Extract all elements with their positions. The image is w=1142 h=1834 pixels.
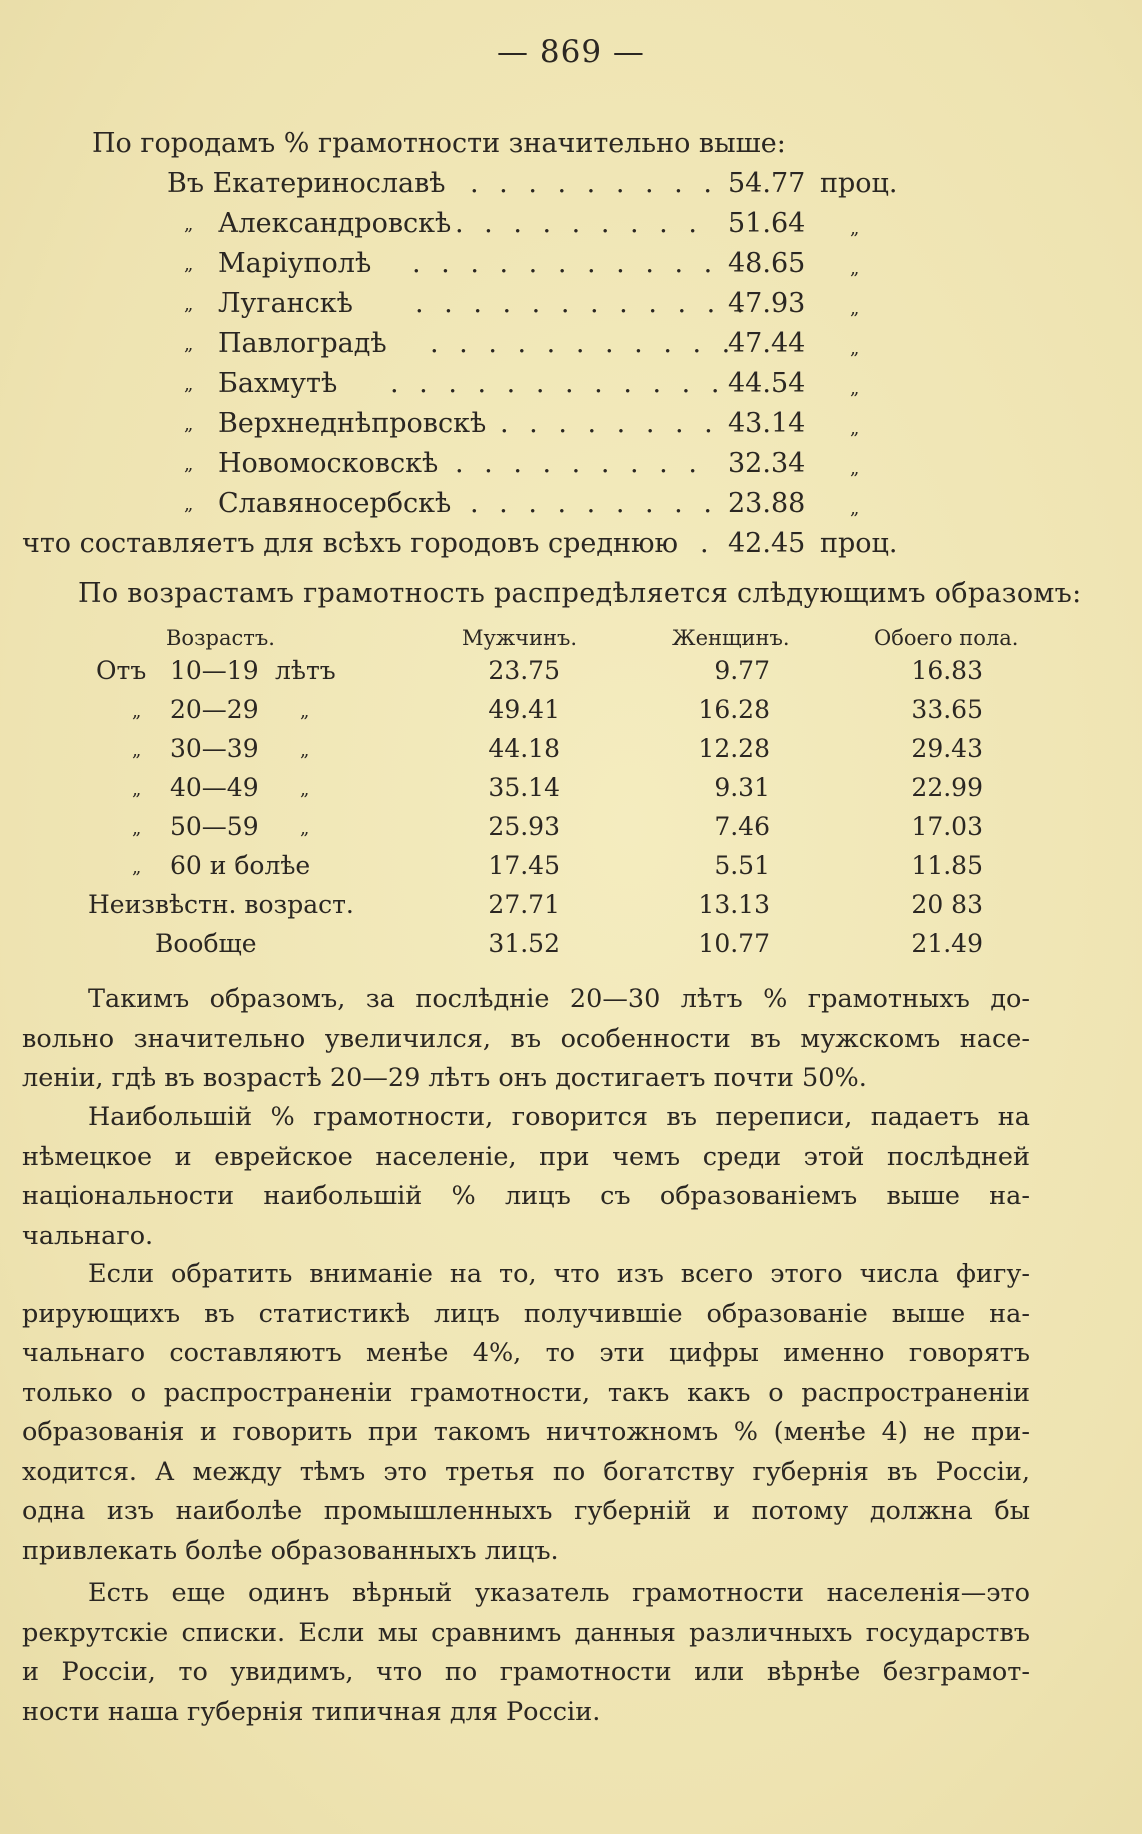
text-line: ности наша губернія типичная для Россіи. xyxy=(22,1696,601,1727)
men-value: 31.52 xyxy=(488,929,560,958)
city-unit: „ xyxy=(850,378,860,399)
city-name: Павлоградѣ xyxy=(218,328,387,359)
dot-leader: . . . . . . . . . . . . xyxy=(390,368,726,399)
ditto-mark: „ xyxy=(300,818,310,839)
dot-leader: . xyxy=(700,528,715,559)
city-name: Славяносербскѣ xyxy=(218,488,452,519)
ditto-mark: „ xyxy=(132,701,142,722)
ditto-mark: „ xyxy=(300,740,310,761)
women-value: 12.28 xyxy=(698,734,770,763)
ditto-mark: „ xyxy=(184,254,194,275)
city-name: Маріуполѣ xyxy=(218,248,372,279)
table-row xyxy=(0,773,1142,813)
city-value: 23.88 xyxy=(728,488,806,519)
city-row xyxy=(0,248,1142,288)
city-name: Верхнеднѣпровскѣ xyxy=(218,408,487,439)
city-row xyxy=(0,208,1142,248)
both-value: 33.65 xyxy=(911,695,983,724)
dot-leader: . . . . . . . . . xyxy=(455,208,703,239)
text-line: чальнаго. xyxy=(22,1220,154,1251)
city-name: Бахмутѣ xyxy=(218,368,338,399)
dot-leader: . . . . . . . . . . . . xyxy=(415,288,751,319)
age-section-heading: По возрастамъ грамотность распредѣляется слѣдующимъ образомъ: xyxy=(78,578,1082,609)
table-row xyxy=(0,695,1142,735)
age-range: 30—39 xyxy=(170,734,259,763)
row-suffix: лѣтъ xyxy=(275,656,336,685)
city-name: что составляетъ для всѣхъ городовъ среднюю xyxy=(22,528,679,559)
men-value: 44.18 xyxy=(488,734,560,763)
city-unit: „ xyxy=(850,298,860,319)
ditto-mark: „ xyxy=(184,494,194,515)
city-unit: „ xyxy=(850,218,860,239)
header-age: Возрастъ. xyxy=(166,626,275,650)
women-value: 9.31 xyxy=(714,773,770,802)
city-row xyxy=(0,488,1142,528)
city-value: 47.44 xyxy=(728,328,806,359)
city-unit: „ xyxy=(850,418,860,439)
city-row xyxy=(0,448,1142,488)
both-value: 21.49 xyxy=(911,929,983,958)
women-value: 9.77 xyxy=(714,656,770,685)
age-range: Неизвѣстн. возраст. xyxy=(88,890,354,919)
men-value: 27.71 xyxy=(488,890,560,919)
header-women: Женщинъ. xyxy=(672,626,790,650)
city-row xyxy=(0,168,1142,208)
table-row xyxy=(0,734,1142,774)
city-value: 44.54 xyxy=(728,368,806,399)
text-line: Такимъ образомъ, за послѣдніе 20—30 лѣтъ % грамотныхъ до- xyxy=(88,984,1030,1014)
city-unit: „ xyxy=(850,338,860,359)
city-name: Новомосковскѣ xyxy=(218,448,439,479)
city-row xyxy=(0,368,1142,408)
ditto-mark: „ xyxy=(184,294,194,315)
dot-leader: . . . . . . . . . . . xyxy=(412,248,719,279)
text-line: леніи, гдѣ въ возрастѣ 20—29 лѣтъ онъ достигаетъ почти 50%. xyxy=(22,1063,867,1093)
cities-intro-line: По городамъ % грамотности значительно выше: xyxy=(92,128,786,159)
women-value: 5.51 xyxy=(714,851,770,880)
table-row xyxy=(0,656,1142,696)
header-both: Обоего пола. xyxy=(874,626,1019,650)
ditto-mark: „ xyxy=(300,701,310,722)
age-range: Вообще xyxy=(155,929,257,958)
city-value: 32.34 xyxy=(728,448,806,479)
text-line: одна изъ наиболѣе промышленныхъ губерній и потому должна бы xyxy=(22,1496,1030,1526)
age-range: 60 и болѣе xyxy=(170,851,311,880)
table-row xyxy=(0,929,1142,969)
paragraph xyxy=(22,1098,1030,1256)
page-number: — 869 — xyxy=(497,34,645,70)
city-unit: проц. xyxy=(820,168,898,199)
header-men: Мужчинъ. xyxy=(462,626,578,650)
dot-leader: . . . . . . . . . xyxy=(470,488,718,519)
ditto-mark: „ xyxy=(184,414,194,435)
men-value: 25.93 xyxy=(488,812,560,841)
women-value: 10.77 xyxy=(698,929,770,958)
ditto-mark: „ xyxy=(132,857,142,878)
text-line: Есть еще одинъ вѣрный указатель грамотности населенія—это xyxy=(88,1578,1030,1608)
text-line: національности наибольшій % лицъ съ образованіемъ выше на- xyxy=(22,1181,1030,1211)
ditto-mark: „ xyxy=(132,779,142,800)
text-line: привлекать болѣе образованныхъ лицъ. xyxy=(22,1535,559,1566)
ditto-mark: „ xyxy=(184,214,194,235)
text-line: рекрутскіе списки. Если мы сравнимъ данныя различныхъ государствъ xyxy=(22,1617,1030,1648)
city-unit: „ xyxy=(850,498,860,519)
row-prefix: Отъ xyxy=(96,656,147,685)
city-value: 47.93 xyxy=(728,288,806,319)
text-line: Если обратить вниманіе на то, что изъ всего этого числа фигу- xyxy=(88,1259,1030,1289)
city-row xyxy=(0,288,1142,328)
dot-leader: . . . . . . . . xyxy=(500,408,719,439)
women-value: 7.46 xyxy=(714,812,770,841)
women-value: 16.28 xyxy=(698,695,770,724)
city-row xyxy=(0,328,1142,368)
table-row xyxy=(0,812,1142,852)
city-unit: „ xyxy=(850,258,860,279)
men-value: 23.75 xyxy=(488,656,560,685)
city-unit: проц. xyxy=(820,528,898,559)
paragraph xyxy=(22,980,1030,1099)
city-name: Александровскѣ xyxy=(218,208,452,239)
city-row xyxy=(0,408,1142,448)
ditto-mark: „ xyxy=(184,334,194,355)
men-value: 49.41 xyxy=(488,695,560,724)
ditto-mark: „ xyxy=(184,374,194,395)
dot-leader: . . . . . . . . . . . xyxy=(430,328,737,359)
city-value: 48.65 xyxy=(728,248,806,279)
city-value: 54.77 xyxy=(728,168,806,199)
text-line: нѣмецкое и еврейское населеніе, при чемъ среди этой послѣдней xyxy=(22,1141,1030,1172)
age-range: 50—59 xyxy=(170,812,259,841)
text-line: ходится. А между тѣмъ это третья по богатству губернія въ Россіи, xyxy=(22,1456,1030,1487)
age-range: 10—19 xyxy=(170,656,259,685)
age-range: 20—29 xyxy=(170,695,259,724)
city-value: 43.14 xyxy=(728,408,806,439)
ditto-mark: „ xyxy=(300,779,310,800)
ditto-mark: „ xyxy=(132,740,142,761)
city-row xyxy=(0,528,1142,568)
both-value: 11.85 xyxy=(911,851,983,880)
city-name: Въ Екатеринославѣ xyxy=(167,168,446,199)
ditto-mark: „ xyxy=(132,818,142,839)
dot-leader: . . . . . . . . . xyxy=(455,448,703,479)
both-value: 20 83 xyxy=(911,890,983,919)
age-range: 40—49 xyxy=(170,773,259,802)
text-line: рирующихъ въ статистикѣ лицъ получившіе образованіе выше на- xyxy=(22,1298,1030,1329)
table-row xyxy=(0,851,1142,891)
both-value: 17.03 xyxy=(911,812,983,841)
city-unit: „ xyxy=(850,458,860,479)
text-line: образованія и говорить при такомъ ничтожномъ % (менѣе 4) не при- xyxy=(22,1417,1030,1447)
men-value: 17.45 xyxy=(488,851,560,880)
text-line: Наибольшій % грамотности, говорится въ переписи, падаетъ на xyxy=(88,1102,1030,1132)
ditto-mark: „ xyxy=(184,454,194,475)
paragraph xyxy=(22,1255,1030,1571)
men-value: 35.14 xyxy=(488,773,560,802)
city-value: 51.64 xyxy=(728,208,806,239)
text-line: чальнаго составляютъ менѣе 4%, то эти цифры именно говорятъ xyxy=(22,1338,1030,1368)
both-value: 29.43 xyxy=(911,734,983,763)
both-value: 22.99 xyxy=(911,773,983,802)
table-row xyxy=(0,890,1142,930)
dot-leader: . . . . . . . . . xyxy=(470,168,718,199)
text-line: только о распространеніи грамотности, такъ какъ о распространеніи xyxy=(22,1377,1030,1408)
text-line: и Россіи, то увидимъ, что по грамотности или вѣрнѣе безграмот- xyxy=(22,1657,1030,1687)
city-name: Луганскѣ xyxy=(218,288,353,319)
text-line: вольно значительно увеличился, въ особенности въ мужскомъ насе- xyxy=(22,1023,1030,1054)
both-value: 16.83 xyxy=(911,656,983,685)
paragraph xyxy=(22,1574,1030,1732)
city-value: 42.45 xyxy=(728,528,806,559)
women-value: 13.13 xyxy=(698,890,770,919)
